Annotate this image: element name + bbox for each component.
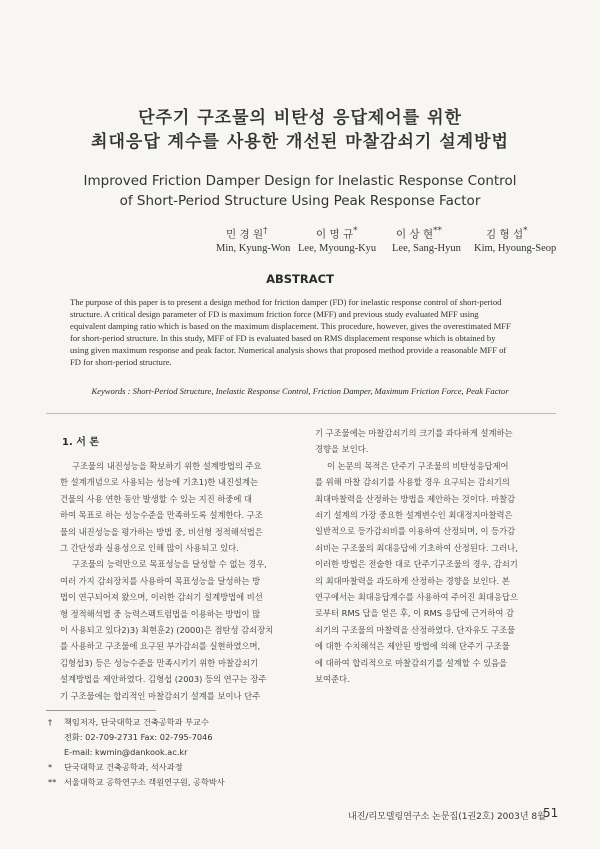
author-name-en: Min, Kyung-Won [216, 243, 291, 254]
author-name-en: Lee, Sang-Hyun [392, 243, 461, 254]
body-line: 설계방법을 제안하였다. 김형섭 (2003) 등의 연구는 장주 [60, 674, 267, 685]
title-english-line2: of Short-Period Structure Using Peak Response Factor [119, 193, 481, 209]
body-line: 일반적으로 등가감쇠비를 이용하여 산정되며, 이 등가감 [315, 526, 516, 537]
author-name-ko: 이 상 현** [396, 226, 442, 241]
body-line: 이 논문의 목적은 단주기 구조물의 비탄성응답제어 [327, 460, 509, 471]
title-english-line1: Improved Friction Damper Design for Inelastic Response Control [83, 173, 517, 189]
body-line: 연구에서는 최대응답계수를 사용하여 주어진 최대응답으 [315, 592, 518, 603]
footnote: † 책임저자, 단국대학교 건축공학과 부교수 [48, 717, 209, 727]
body-line: 김형섭3) 등은 성능수준을 만족시키기 위한 마찰감쇠기 [60, 657, 259, 668]
abstract-line: using given maximum response and peak factor. Numerical analysis shows that proposed method provide a reasonable MFF of [70, 345, 507, 356]
body-column-right [315, 425, 547, 688]
body-line: 쇠비는 구조물의 최대응답에 기초하여 산정된다. 그러나, [315, 542, 518, 553]
body-line: 의 최대마찰력을 과도하게 산정하는 경향을 보인다. 본 [315, 575, 510, 586]
author-name-en: Kim, Hyoung-Seop [474, 243, 557, 254]
body-line: 를 위해 마찰 감쇠기를 사용할 경우 요구되는 감쇠기의 [315, 477, 510, 488]
body-line: 에 대한 수치해석은 제안된 방법에 의해 단주기 구조물 [315, 641, 510, 652]
body-line: 그 간단성과 실용성으로 인해 많이 사용되고 있다. [60, 543, 239, 554]
author-name-ko: 이 명 규* [316, 226, 358, 241]
abstract-body [70, 296, 533, 369]
footnote: 전화: 02-709-2731 Fax: 02-795-7046 [64, 732, 213, 742]
body-line: 쇠기의 구조물의 마찰력을 산정하였다. 단자유도 구조물 [315, 624, 516, 635]
footnote: E-mail: kwmin@dankook.ac.kr [64, 747, 188, 757]
abstract-line: equivalent damping ratio which is based on the maximum displacement. This procedure, however, gives the overestimated MFF [70, 321, 511, 332]
footnote: * 단국대학교 건축공학과, 석사과정 [48, 762, 183, 772]
body-column-left [60, 458, 292, 704]
body-line: 형 정적해석법 중 능력스펙트럼법을 이용하는 방법이 많 [60, 608, 261, 619]
footnotes [48, 715, 298, 790]
body-line: 하여 목표로 하는 성능수준을 만족하도록 설계한다. 구조 [60, 510, 263, 521]
body-line: 이러한 방법은 전술한 대로 단주기구조물의 경우, 감쇠기 [315, 559, 518, 570]
abstract-line: structure. A critical design parameter of FD is maximum friction force (MFF) and previous study evaluated MFF using [70, 309, 479, 320]
body-line: 를 사용하고 구조물에 요구된 부가감쇠를 실현하였으며, [60, 641, 261, 652]
body-line: 기 구조물에는 마찰감쇠기의 크기를 과다하게 설계하는 [315, 428, 513, 438]
body-line: 이 사용되고 있다2)3) 최현훈2) (2000)은 점탄성 감쇠장치 [60, 625, 274, 636]
body-line: 기 구조물에는 합리적인 마찰감쇠기 설계를 보이나 단주 [60, 690, 261, 701]
abstract-line: for short-period structure. In this study, MFF of FD is evaluated based on RMS displacement response which is obtained by [70, 333, 496, 344]
section-heading: 1. 서 론 [62, 437, 100, 448]
body-line: 구조물의 내진성능을 확보하기 위한 설계방법의 주요 [72, 461, 262, 471]
abstract-line: The purpose of this paper is to present a design method for friction damper (FD) for inelastic response control of short-period [70, 297, 502, 307]
abstract-heading: ABSTRACT [266, 272, 334, 286]
title-korean-line1: 단주기 구조물의 비탄성 응답제어를 위한 [138, 108, 462, 128]
divider [46, 413, 556, 414]
footnote: ** 서울대학교 공학연구소 객원연구원, 공학박사 [48, 777, 225, 787]
body-line: 법이 연구되어져 왔으며, 이러한 감쇠기 설계방법에 비선 [60, 592, 263, 603]
body-line: 로부터 RMS 답을 얻은 후, 이 RMS 응답에 근거하여 감 [315, 608, 515, 619]
body-line: 보여준다. [315, 674, 350, 685]
body-line: 물의 내진성능을 평가하는 방법 중, 비선형 정적해석법은 [60, 526, 263, 537]
journal-citation: 내진/리모델링연구소 논문집(1권2호) 2003년 8월 [348, 812, 546, 822]
body-line: 경향을 보인다. [315, 444, 369, 455]
body-line: 건물의 사용 연한 동안 발생할 수 있는 지진 하중에 대 [60, 493, 253, 504]
footnote-divider [46, 710, 156, 711]
body-line: 최대마찰력을 산정하는 방법을 제안하는 것이다. 마찰감 [315, 493, 516, 504]
abstract-line: FD for short-period structure. [70, 357, 172, 368]
keywords: Keywords : Short-Period Structure, Inelastic Response Control, Friction Damper, Maximum Friction Force, Peak Factor [91, 386, 509, 396]
author-name-ko: 김 형 섭* [486, 226, 528, 241]
body-line: 쇠기 설계의 가장 중요한 설계변수인 최대정지마찰력은 [315, 510, 513, 521]
title-korean-line2: 최대응답 계수를 사용한 개선된 마찰감쇠기 설계방법 [91, 132, 509, 152]
page-number: 51 [543, 806, 559, 820]
author-name-en: Lee, Myoung-Kyu [298, 243, 377, 254]
body-line: 한 설계개념으로 사용되는 성능에 기초1)한 내진설계는 [60, 477, 259, 488]
body-line: 구조물의 능력만으로 목표성능을 달성할 수 없는 경우, [72, 559, 267, 570]
body-line: 에 대하여 합리적으로 마찰감쇠기를 설계할 수 있음을 [315, 657, 508, 668]
body-line: 여러 가지 감쇠장치를 사용하여 목표성능을 달성하는 방 [60, 575, 261, 586]
author-name-ko: 민 경 원† [226, 226, 268, 241]
